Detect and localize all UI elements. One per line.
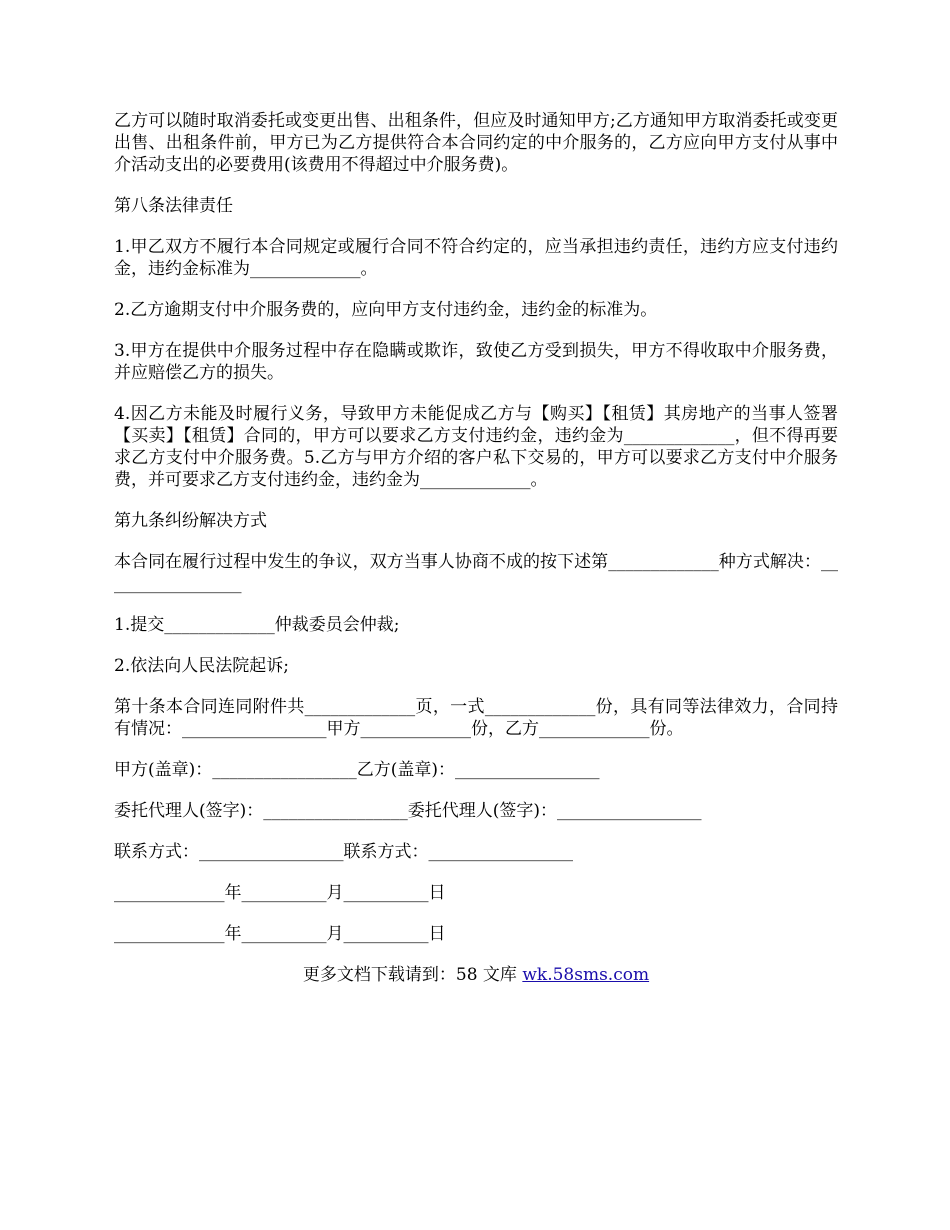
paragraph-article-10: 第十条本合同连同附件共_____________页，一式_____________份，具有同等法律效力，合同持有情况：_________________甲方_____________份，乙方_____________份。 bbox=[114, 697, 838, 739]
paragraph-liability-2: 2.乙方逾期支付中介服务费的，应向甲方支付违约金，违约金的标准为。 bbox=[114, 300, 658, 320]
date-line-1: _____________年__________月__________日 bbox=[114, 883, 446, 903]
document-page bbox=[114, 110, 838, 1003]
footer-text: 更多文档下载请到：58 文库 bbox=[302, 965, 523, 985]
paragraph-arbitration: 1.提交_____________仲裁委员会仲裁; bbox=[114, 615, 400, 635]
footer bbox=[114, 964, 838, 986]
heading-article-8: 第八条法律责任 bbox=[114, 196, 233, 216]
paragraph-liability-3: 3.甲方在提供中介服务过程中存在隐瞒或欺诈，致使乙方受到损失，甲方不得收取中介服务费，并应赔偿乙方的损失。 bbox=[114, 341, 838, 383]
paragraph-liability-1: 1.甲乙双方不履行本合同规定或履行合同不符合约定的，应当承担违约责任，违约方应支付违约金，违约金标准为_____________。 bbox=[114, 237, 838, 279]
paragraph-dispute-method: 本合同在履行过程中发生的争议，双方当事人协商不成的按下述第_____________种方式解决：_________________ bbox=[114, 552, 838, 594]
date-line-2: _____________年__________月__________日 bbox=[114, 924, 446, 944]
heading-article-9: 第九条纠纷解决方式 bbox=[114, 511, 267, 531]
paragraph-liability-4-5: 4.因乙方未能及时履行义务，导致甲方未能促成乙方与【购买】【租赁】其房地产的当事人签署【买卖】【租赁】合同的，甲方可以要求乙方支付违约金，违约金为_____________，但不得再要求乙方支付中介服务费。5.乙方与甲方介绍的客户私下交易的，甲方可以要求乙方支付中介服务费，并可要求乙方支付违约金，违约金为_____________。 bbox=[114, 404, 838, 490]
signature-seal-line: 甲方(盖章)：_________________乙方(盖章)：_________________ bbox=[114, 760, 600, 780]
footer-link[interactable]: wk.58sms.com bbox=[522, 965, 650, 985]
paragraph-court: 2.依法向人民法院起诉; bbox=[114, 656, 289, 676]
contact-line: 联系方式：_________________联系方式：_________________ bbox=[114, 842, 573, 862]
paragraph-cancel-commission: 乙方可以随时取消委托或变更出售、出租条件，但应及时通知甲方;乙方通知甲方取消委托或变更出售、出租条件前，甲方已为乙方提供符合本合同约定的中介服务的，乙方应向甲方支付从事中介活动支出的必要费用(该费用不得超过中介服务费)。 bbox=[114, 111, 838, 175]
signature-agent-line: 委托代理人(签字)：_________________委托代理人(签字)：_________________ bbox=[114, 801, 702, 821]
